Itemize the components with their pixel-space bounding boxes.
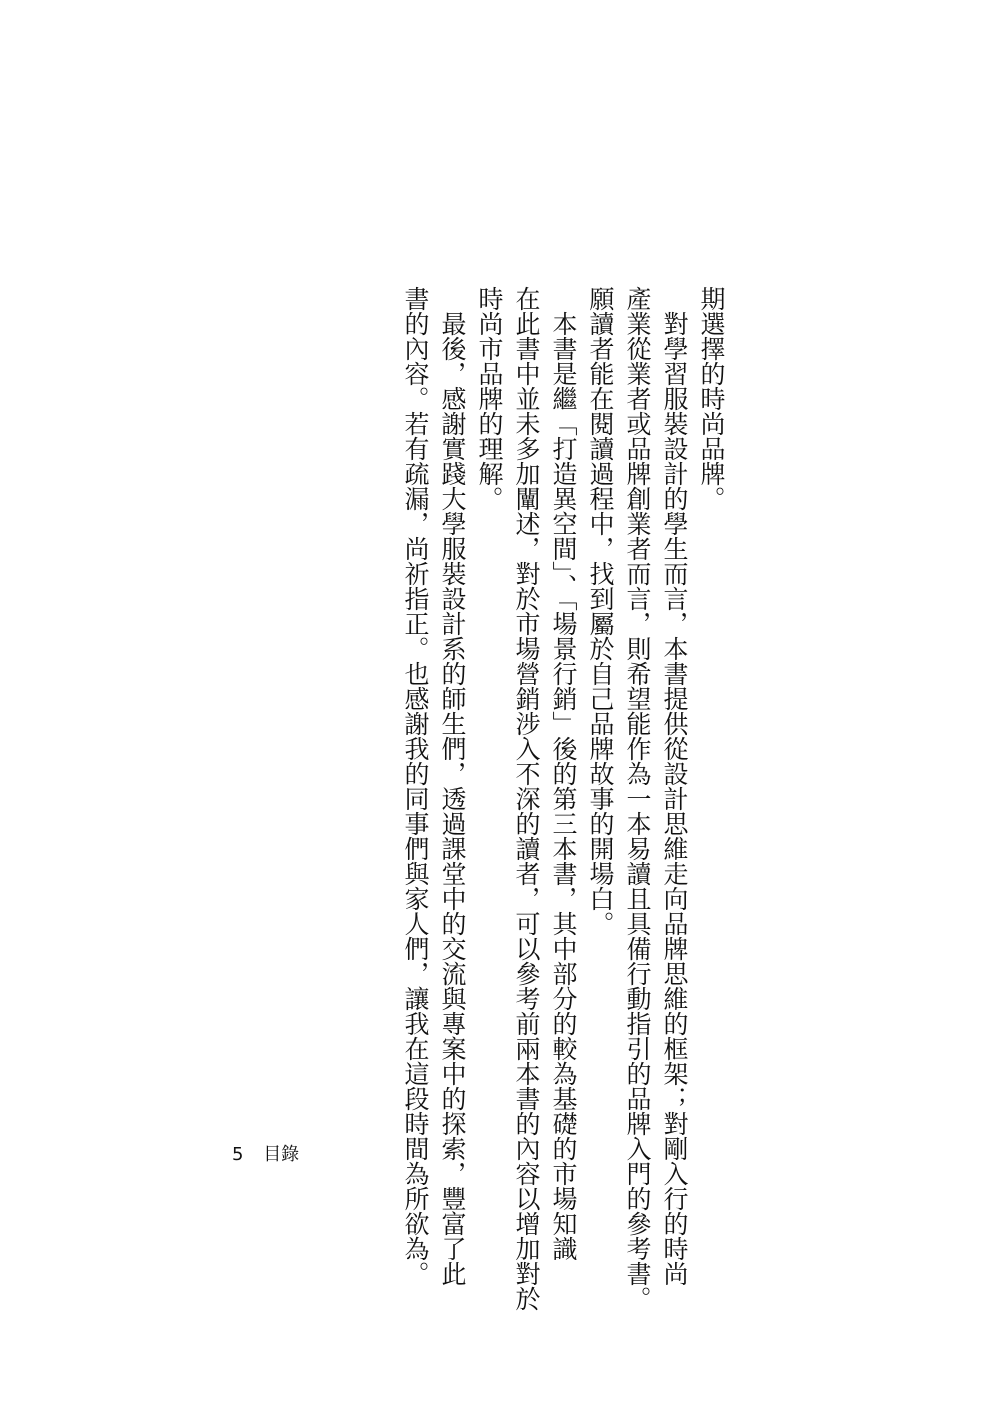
page-number: 5: [232, 1144, 244, 1165]
section-title: 目錄: [263, 1144, 300, 1165]
text-column: 本書是繼「打造異空間」、「場景行銷」後的第三本書，其中部分的較為基礎的市場知識: [549, 286, 578, 1261]
text-column: 書的內容。若有疏漏，尚祈指正。也感謝我的同事們與家人們，讓我在這段時間為所欲為。: [401, 286, 430, 1286]
text-column: 願讀者能在閱讀過程中，找到屬於自己品牌故事的開場白。: [586, 286, 615, 936]
vertical-text-block: [397, 286, 730, 1311]
text-column: 最後，感謝實踐大學服裝設計系的師生們，透過課堂中的交流與專案中的探索，豐富了此: [438, 286, 467, 1286]
text-column: 產業從業者或品牌創業者而言，則希望能作為一本易讀且具備行動指引的品牌入門的參考書。: [623, 286, 652, 1311]
text-column: 時尚市品牌的理解。: [475, 286, 504, 511]
page-footer: [232, 1140, 299, 1166]
text-column: 期選擇的時尚品牌。: [697, 286, 726, 511]
text-column: 對學習服裝設計的學生而言，本書提供從設計思維走向品牌思維的框架；對剛入行的時尚: [660, 286, 689, 1286]
text-column: 在此書中並未多加闡述，對於市場營銷涉入不深的讀者，可以參考前兩本書的內容以增加對於: [512, 286, 541, 1311]
